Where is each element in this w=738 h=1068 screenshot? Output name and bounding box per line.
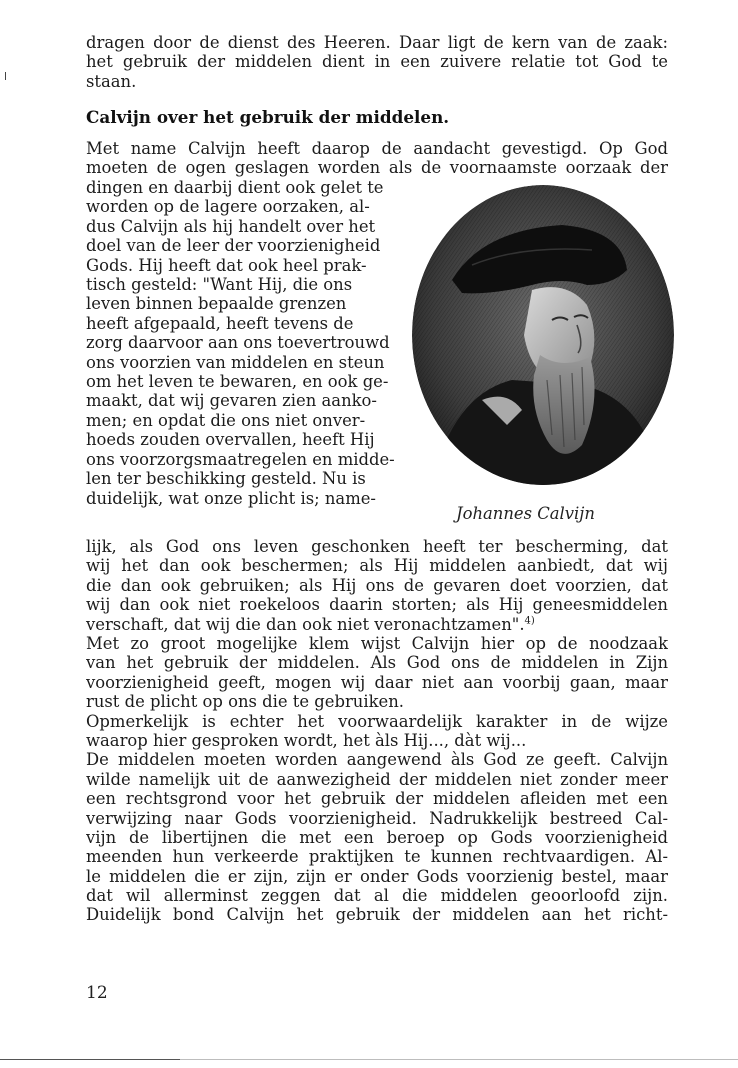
body-line: vijn de libertijnen die met een beroep op Gods voorzienigheid bbox=[86, 827, 668, 847]
body-wrap-column bbox=[86, 178, 416, 508]
body-line: die dan ook gebruiken; als Hij ons de gevaren doet voorzien, dat bbox=[86, 575, 668, 595]
section-heading: Calvijn over het gebruik der middelen. bbox=[86, 107, 450, 127]
body-line: wilde namelijk uit de aanwezigheid der middelen niet zonder meer bbox=[86, 769, 668, 789]
body-line: verwijzing naar Gods voorzienigheid. Nadrukkelijk bestreed Cal- bbox=[86, 808, 668, 828]
body-line: wij het dan ook beschermen; als Hij middelen aanbiedt, dat wij bbox=[86, 556, 668, 576]
body-line: moeten de ogen geslagen worden als de voornaamste oorzaak der bbox=[86, 158, 668, 178]
body-line: dat wil allerminst zeggen dat al die middelen geoorloofd zijn. bbox=[86, 886, 668, 906]
intro-line: staan. bbox=[86, 71, 137, 91]
footnote-marker: 4) bbox=[524, 615, 535, 627]
body-line: Gods. Hij heeft dat ook heel prak- bbox=[86, 255, 367, 275]
body-line: rust de plicht op ons die te gebruiken. bbox=[86, 692, 404, 712]
body-line: meenden hun verkeerde praktijken te kunnen rechtvaardigen. Al- bbox=[86, 847, 668, 867]
body-line-with-footnote bbox=[86, 615, 668, 634]
body-line: wij dan ook niet roekeloos daarin storten; als Hij geneesmiddelen bbox=[86, 595, 668, 615]
body-line: maakt, dat wij gevaren zien aanko- bbox=[86, 391, 377, 411]
body-line: leven binnen bepaalde grenzen bbox=[86, 294, 347, 314]
body-paragraph-bottom bbox=[86, 537, 668, 925]
body-line: van het gebruik der middelen. Als God ons de middelen in Zijn bbox=[86, 653, 668, 673]
intro-line: dragen door de dienst des Heeren. Daar ligt de kern van de zaak: bbox=[86, 33, 668, 52]
body-line: men; en opdat die ons niet onver- bbox=[86, 410, 366, 430]
body-line: Met name Calvijn heeft daarop de aandacht gevestigd. Op God bbox=[86, 139, 668, 158]
body-line: voorzienigheid geeft, mogen wij daar niet aan voorbij gaan, maar bbox=[86, 672, 668, 692]
portrait-caption: Johannes Calvijn bbox=[456, 504, 595, 523]
body-line: hoeds zouden overvallen, heeft Hij bbox=[86, 430, 375, 450]
bottom-rule-accent bbox=[0, 1059, 180, 1060]
page-number: 12 bbox=[86, 983, 108, 1003]
body-line: Met zo groot mogelijke klem wijst Calvijn hier op de noodzaak bbox=[86, 633, 668, 653]
body-line: worden op de lagere oorzaken, al- bbox=[86, 197, 370, 217]
body-line: dus Calvijn als hij handelt over het bbox=[86, 216, 376, 236]
body-paragraph-top bbox=[86, 139, 668, 178]
body-line-text: verschaft, dat wij die dan ook niet veronachtzamen". bbox=[86, 614, 525, 634]
body-line: le middelen die er zijn, zijn er onder Gods voorzienig bestel, maar bbox=[86, 866, 668, 886]
body-line: ons voorzien van middelen en steun bbox=[86, 352, 385, 372]
body-line: heeft afgepaald, heeft tevens de bbox=[86, 313, 354, 333]
body-line: Opmerkelijk is echter het voorwaardelijk karakter in de wijze bbox=[86, 711, 668, 731]
body-line: om het leven te bewaren, en ook ge- bbox=[86, 372, 389, 392]
body-line: duidelijk, wat onze plicht is; name- bbox=[86, 488, 376, 508]
body-line: tisch gesteld: "Want Hij, die ons bbox=[86, 275, 353, 295]
body-line: een rechtsgrond voor het gebruik der middelen afleiden met een bbox=[86, 789, 668, 809]
body-line: zorg daarvoor aan ons toevertrouwd bbox=[86, 333, 390, 353]
intro-line: het gebruik der middelen dient in een zuivere relatie tot God te bbox=[86, 52, 668, 72]
body-line: Duidelijk bond Calvijn het gebruik der middelen aan het richt- bbox=[86, 905, 668, 925]
portrait-image bbox=[412, 185, 674, 485]
body-line: De middelen moeten worden aangewend àls God ze geeft. Calvijn bbox=[86, 750, 668, 770]
body-line: lijk, als God ons leven geschonken heeft ter bescherming, dat bbox=[86, 537, 668, 556]
body-line: doel van de leer der voorzienigheid bbox=[86, 236, 381, 256]
body-line: dingen en daarbij dient ook gelet te bbox=[86, 178, 384, 197]
portrait-engraving bbox=[412, 185, 674, 485]
body-line: len ter beschikking gesteld. Nu is bbox=[86, 469, 366, 489]
body-line: ons voorzorgsmaatregelen en midde- bbox=[86, 449, 395, 469]
intro-paragraph bbox=[86, 33, 668, 91]
margin-mark bbox=[5, 72, 6, 80]
body-line: waarop hier gesproken wordt, het àls Hij..., dàt wij... bbox=[86, 730, 527, 750]
